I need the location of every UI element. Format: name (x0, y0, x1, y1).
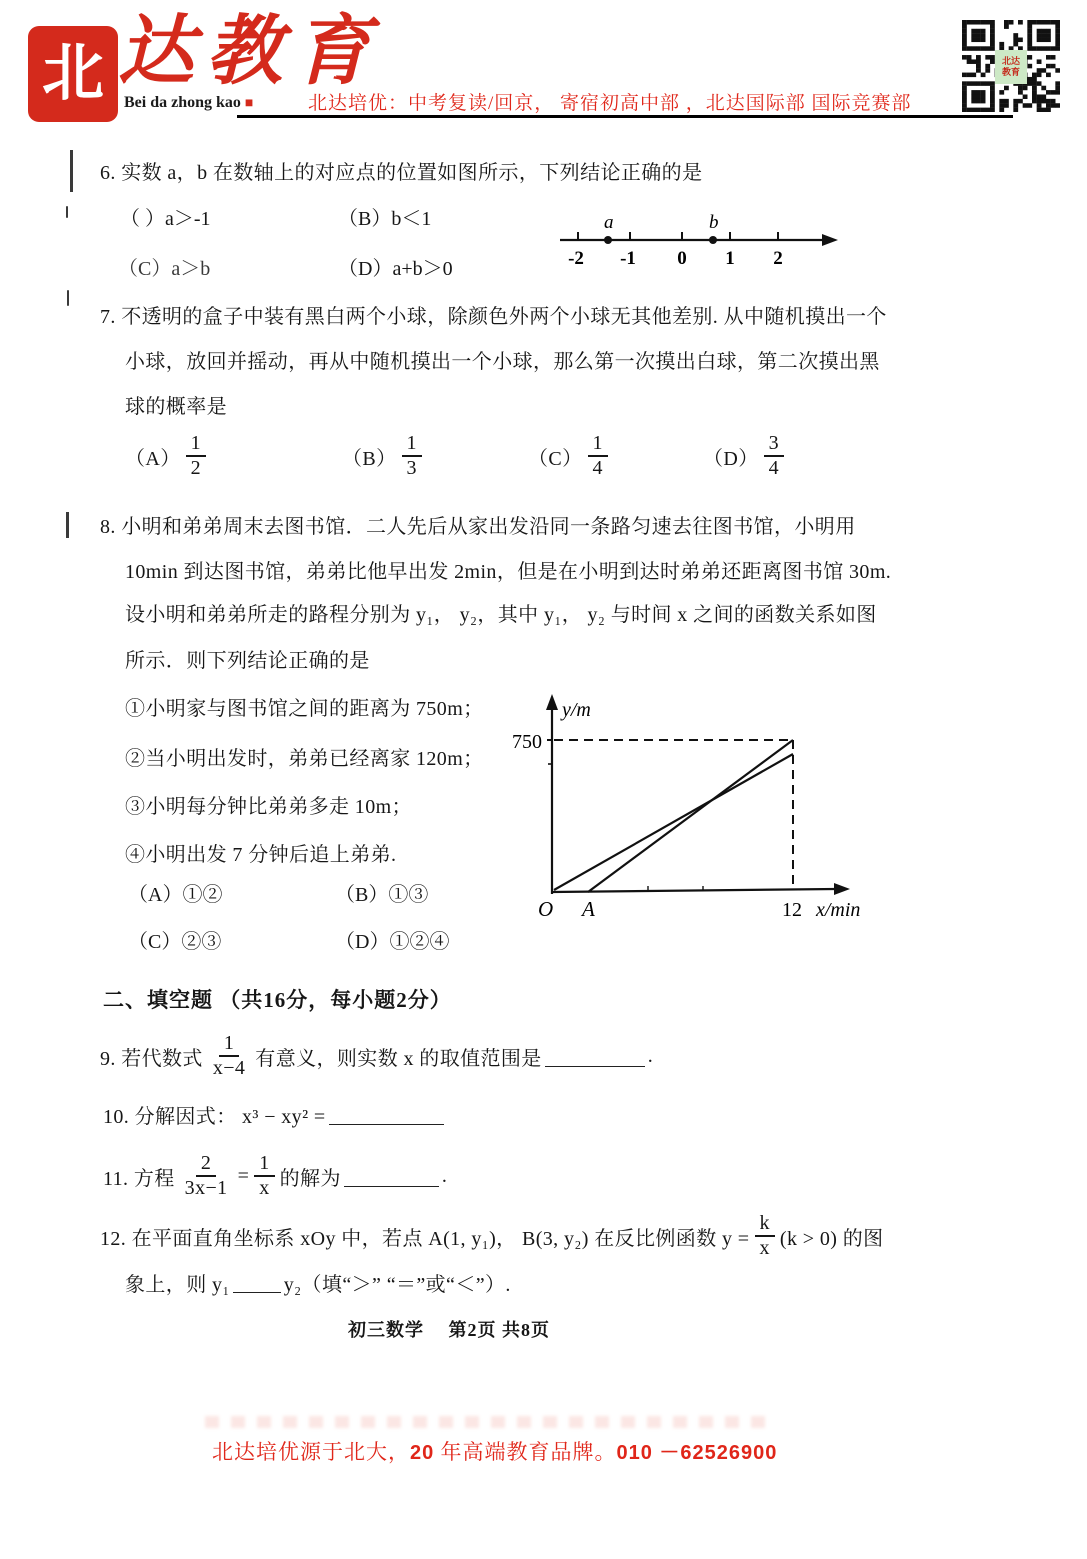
q7-option-b-label: （B） (342, 447, 397, 470)
fraction (208, 1032, 250, 1080)
fraction-denominator: 4 (592, 457, 603, 479)
q8-stem-line3: 设小明和弟弟所走的路程分别为 y₁， y₂，其中 y₁， y₂ 与时间 x 之间的函数关系如图 (125, 604, 877, 626)
promo-part2: 20 (410, 1442, 435, 1464)
q7-option-d (703, 432, 789, 480)
scan-artifact (66, 206, 68, 218)
q8-distance-time-graph (498, 692, 878, 928)
point-a-label: a (604, 212, 614, 233)
q11-answer-blank (344, 1166, 439, 1187)
fraction (402, 432, 422, 480)
q7-option-a-label: （A） (125, 447, 181, 470)
fraction-denominator: 3 (406, 457, 417, 479)
fraction-numerator: 2 (196, 1152, 216, 1177)
section2-title: 二、填空题 （共16分，每小题2分） (103, 988, 452, 1012)
scan-artifact (67, 290, 69, 306)
promo-part1: 北达培优源于北大， (212, 1440, 410, 1464)
tick-label: -2 (568, 248, 584, 269)
qr-center-line1: 北达 (1001, 56, 1020, 67)
y-tick-label: 750 (512, 731, 542, 753)
q12-line1-a: 12. 在平面直角坐标系 xOy 中，若点 A(1, y₁)， B(3, y₂) 在反比例函数 y = (100, 1227, 750, 1250)
q7-option-a (125, 432, 211, 480)
q7-stem-line2: 小球，放回并摇动，再从中随机摸出一个小球，那么第一次摸出白球，第二次摸出黑 (125, 351, 880, 373)
brand-subtitle (124, 94, 253, 112)
fraction-numerator: 1 (402, 432, 422, 457)
fraction-numerator: 3 (764, 432, 784, 457)
qr-center-line2: 教育 (1001, 67, 1020, 77)
q12-answer-blank (233, 1272, 281, 1293)
q8-item-3: ③小明每分钟比弟弟多走 10m； (125, 796, 412, 818)
x-tick-label: 12 (782, 899, 802, 921)
fraction-denominator: 4 (768, 457, 780, 479)
fraction-numerator: 1 (588, 432, 608, 457)
q7-option-d-label: （D） (703, 447, 759, 470)
fraction (764, 432, 784, 480)
red-square-icon: ■ (244, 96, 254, 111)
fraction (254, 1152, 274, 1200)
fraction-numerator: 1 (219, 1032, 239, 1057)
scan-artifact (70, 150, 73, 192)
fraction-denominator: x−4 (212, 1057, 246, 1079)
fraction-denominator: 3x−1 (184, 1177, 228, 1199)
fraction-numerator: 1 (254, 1152, 274, 1177)
fraction (755, 1212, 775, 1260)
q10 (103, 1100, 447, 1129)
q10-answer-blank (329, 1104, 444, 1125)
seal-character: 北 (41, 40, 104, 108)
q6-option-a: （ ）a＞-1 (120, 208, 211, 230)
fraction-denominator: 2 (190, 457, 202, 479)
q8-option-b: （B）①③ (335, 884, 429, 906)
q8-option-a: （A）①② (128, 884, 223, 906)
q8-option-c: （C）②③ (128, 931, 222, 953)
fraction (588, 432, 608, 480)
q12-line2-b: y₂（填“＞” “＝”或“＜”）. (283, 1274, 511, 1296)
tick-label: -1 (620, 248, 636, 269)
q7-option-b (342, 432, 427, 480)
q8-stem-line4: 所示．则下列结论正确的是 (125, 650, 370, 672)
q6-stem: 6. 实数 a，b 在数轴上的对应点的位置如图所示，下列结论正确的是 (100, 162, 703, 184)
q6-option-b: （B）b＜1 (338, 208, 432, 230)
fraction-numerator: k (755, 1212, 775, 1237)
a-point-label: A (582, 897, 595, 921)
q8-item-2: ②当小明出发时，弟弟已经离家 120m； (125, 748, 484, 770)
q8-stem-line1: 8. 小明和弟弟周末去图书馆．二人先后从家出发沿同一条路匀速去往图书馆，小明用 (100, 516, 856, 538)
qr-code (962, 20, 1060, 112)
tick-label: 2 (773, 248, 783, 269)
tick-label: 1 (725, 248, 735, 269)
page-number-info: 初三数学 第2页 共8页 (348, 1320, 550, 1340)
q7-stem-line1: 7. 不透明的盒子中装有黑白两个小球，除颜色外两个小球无其他差别. 从中随机摸出一个 (100, 306, 887, 328)
q12-line2-a: 象上，则 y₁ (125, 1274, 230, 1296)
q12-line2 (125, 1268, 511, 1297)
q6-option-c: （C）a＞b (118, 258, 211, 280)
q12-line1 (100, 1212, 884, 1260)
header-rule (237, 115, 1013, 118)
q10-prefix: 10. 分解因式： x³ − xy² = (103, 1106, 326, 1128)
didi-line (554, 754, 793, 890)
fraction-denominator: x (759, 1237, 770, 1259)
xiaoming-line (588, 740, 793, 892)
q9-period: . (647, 1044, 654, 1067)
fraction-numerator: 1 (186, 432, 206, 457)
promo-part3: 年高端教育品牌。 (434, 1440, 617, 1464)
q11 (103, 1152, 447, 1200)
q6-number-line (552, 210, 842, 274)
q8-item-1: ①小明家与图书馆之间的距离为 750m； (125, 698, 484, 720)
q9-prefix: 9. 若代数式 (100, 1047, 203, 1070)
q9-answer-blank (545, 1046, 645, 1067)
q9 (100, 1032, 653, 1080)
q7-stem-line3: 球的概率是 (125, 396, 227, 418)
q9-suffix: 有意义，则实数 x 的取值范围是 (255, 1047, 542, 1070)
scan-artifact (66, 512, 69, 538)
q8-option-d: （D）①②④ (335, 931, 450, 953)
q7-option-c (528, 432, 613, 480)
brand-seal-logo (30, 28, 116, 120)
brand-name: 达教育 (118, 10, 382, 94)
brand-subtitle-text: Bei da zhong kao (124, 94, 241, 111)
q11-prefix: 11. 方程 (103, 1167, 175, 1190)
q7-option-c-label: （C） (528, 447, 583, 470)
tick-label: 0 (677, 248, 687, 269)
q11-period: . (441, 1164, 448, 1187)
point-a-dot (604, 236, 612, 244)
q8-stem-line2: 10min 到达图书馆，弟弟比他早出发 2min，但是在小明到达时弟弟还距离图书馆 30m. (125, 561, 892, 583)
q12-line1-b: (k > 0) 的图 (779, 1227, 884, 1250)
q8-item-4: ④小明出发 7 分钟后追上弟弟. (125, 844, 397, 866)
footer-promo (212, 1436, 777, 1466)
header-slogan: 北达培优：中考复读/回京， 寄宿初高中部 ，北达国际部 国际竞赛部 (308, 93, 912, 114)
q11-suffix: 的解为 (279, 1167, 341, 1190)
origin-label: O (538, 897, 554, 921)
qr-center-label (995, 50, 1027, 84)
q11-equals: = (237, 1164, 250, 1187)
x-axis-label: x/min (816, 899, 861, 921)
y-axis-label: y/m (562, 699, 591, 721)
fraction-denominator: x (259, 1177, 270, 1199)
point-b-label: b (709, 212, 719, 233)
promo-part4: 010 －62526900 (616, 1442, 778, 1464)
q6-option-d: （D）a+b＞0 (338, 258, 453, 280)
bleed-through-artifact (205, 1416, 765, 1428)
fraction (186, 432, 206, 480)
fraction (180, 1152, 233, 1200)
point-b-dot (709, 236, 717, 244)
